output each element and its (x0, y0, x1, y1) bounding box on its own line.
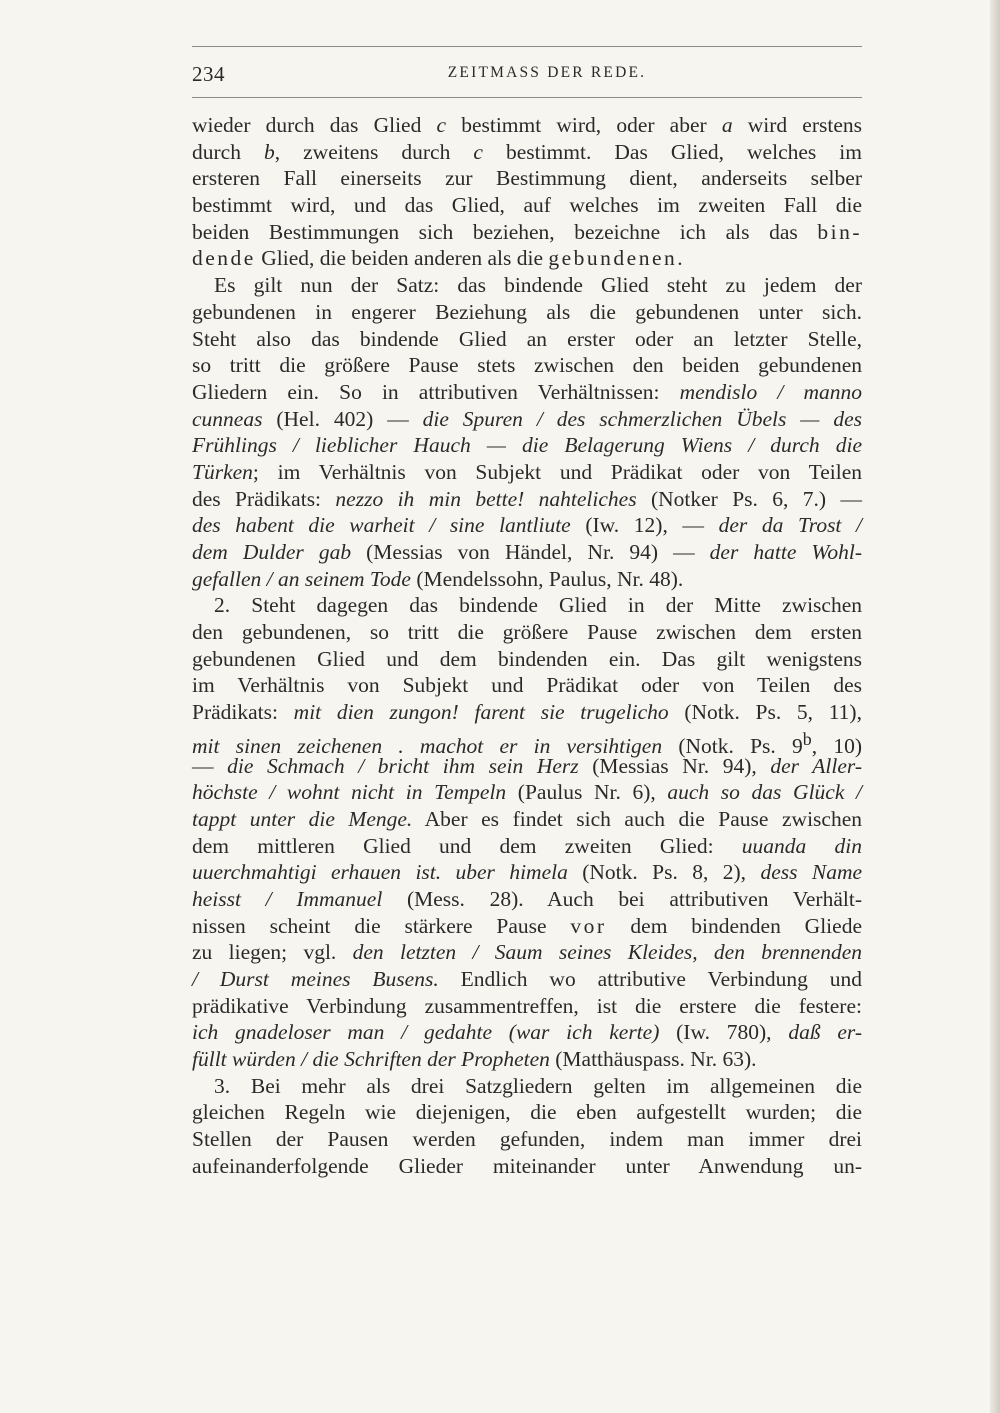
text-line: Gliedern ein. So in attributiven Verhältnissen: mendislo / manno (192, 379, 863, 404)
text-line: im Verhältnis von Subjekt und Prädikat oder von Teilen des (192, 673, 862, 698)
text-line: Stellen der Pausen werden gefunden, indem man immer drei (192, 1127, 862, 1152)
text-line: höchste / wohnt nicht in Tempeln (Paulus Nr. 6), auch so das Glück / (192, 780, 862, 805)
text-line: beiden Bestimmungen sich beziehen, bezeichne ich als das bin- (192, 219, 862, 244)
text-line: / Durst meines Busens. Endlich wo attributive Verbindung und (192, 967, 862, 991)
text-line: prädikative Verbindung zusammentreffen, ist die erstere die festere: (192, 993, 862, 1018)
text-line: cunneas (Hel. 402) — die Spuren / des schmerzlichen Übels — des (192, 406, 862, 431)
text-line: gefallen / an seinem Tode (Mendelssohn, Paulus, Nr. 48). (192, 566, 684, 591)
text-line: heisst / Immanuel (Mess. 28). Auch bei attributiven Verhält- (192, 886, 862, 911)
text-line: nissen scheint die stärkere Pause vor dem bindenden Gliede (192, 913, 862, 938)
running-head (192, 47, 862, 97)
text-line: aufeinanderfolgende Glieder miteinander unter Anwendung un- (192, 1153, 862, 1178)
text-line: ersteren Fall einerseits zur Bestimmung dient, anderseits selber (192, 166, 862, 191)
text-line: tappt unter die Menge. Aber es findet sich auch die Pause zwischen (192, 806, 862, 831)
text-line: ich gnadeloser man / gedahte (war ich kerte) (Iw. 780), daß er- (192, 1020, 862, 1045)
text-line: Frühlings / lieblicher Hauch — die Belagerung Wiens / durch die (192, 433, 862, 458)
text-line: uuerchmahtigi erhauen ist. uber himela (Notk. Ps. 8, 2), dess Name (192, 860, 863, 885)
text-line: — die Schmach / bricht ihm sein Herz (Messias Nr. 94), der Aller- (192, 753, 862, 778)
text-line: Türken; im Verhältnis von Subjekt und Prädikat oder von Teilen (192, 459, 862, 484)
text-line: den gebundenen, so tritt die größere Pause zwischen dem ersten (192, 620, 862, 645)
text-line: Steht also das bindende Glied an erster oder an letzter Stelle, (192, 326, 862, 351)
running-title: ZEITMASS DER REDE. (447, 64, 647, 81)
text-line: des habent die warheit / sine lantliute (Iw. 12), — der da Trost / (192, 513, 862, 538)
paragraph-start: Es gilt nun der Satz: das bindende Glied steht zu jedem der (214, 273, 862, 298)
page-edge (990, 0, 1000, 1413)
text-line: gebundenen in engerer Beziehung als die gebundenen unter sich. (192, 299, 862, 324)
body-text (192, 98, 862, 1180)
paragraph-start: 2. Steht dagegen das bindende Glied in der Mitte zwischen (214, 593, 862, 618)
text-line: durch b, zweitens durch c bestimmt. Das Glied, welches im (192, 139, 862, 164)
text-line: Prädikats: mit dien zungon! farent sie trugelicho (Notk. Ps. 5, 11), (192, 700, 862, 725)
text-line: gleichen Regeln wie diejenigen, die eben aufgestellt wurden; die (192, 1100, 862, 1125)
text-line: mit sinen zeichenen . machot er in versihtigen (Notk. Ps. 9$^b$, 10) (192, 728, 863, 758)
text-line: so tritt die größere Pause stets zwischen den beiden gebundenen (192, 353, 862, 378)
text-line: des Prädikats: nezzo ih min bette! nahteliches (Notker Ps. 6, 7.) — (192, 486, 862, 511)
text-line: zu liegen; vgl. den letzten / Saum seines Kleides, den brennenden (192, 940, 862, 965)
text-line: füllt würden / die Schriften der Propheten (Matthäuspass. Nr. 63). (192, 1047, 757, 1072)
paragraph-start: 3. Bei mehr als drei Satzgliedern gelten im allgemeinen die (214, 1073, 862, 1098)
book-page (192, 46, 862, 1180)
text-line: dem mittleren Glied und dem zweiten Glied: uuanda din (192, 833, 862, 858)
text-line: dende Glied, die beiden anderen als die gebundenen. (192, 246, 683, 271)
page-number: 234 (192, 62, 225, 86)
text-line: dem Dulder gab (Messias von Händel, Nr. 94) — der hatte Wohl- (192, 540, 863, 564)
text-line: bestimmt wird, und das Glied, auf welches im zweiten Fall die (192, 193, 862, 218)
text-line: gebundenen Glied und dem bindenden ein. Das gilt wenigstens (192, 646, 862, 671)
text-line: wieder durch das Glied c bestimmt wird, oder aber a wird erstens (192, 113, 862, 137)
